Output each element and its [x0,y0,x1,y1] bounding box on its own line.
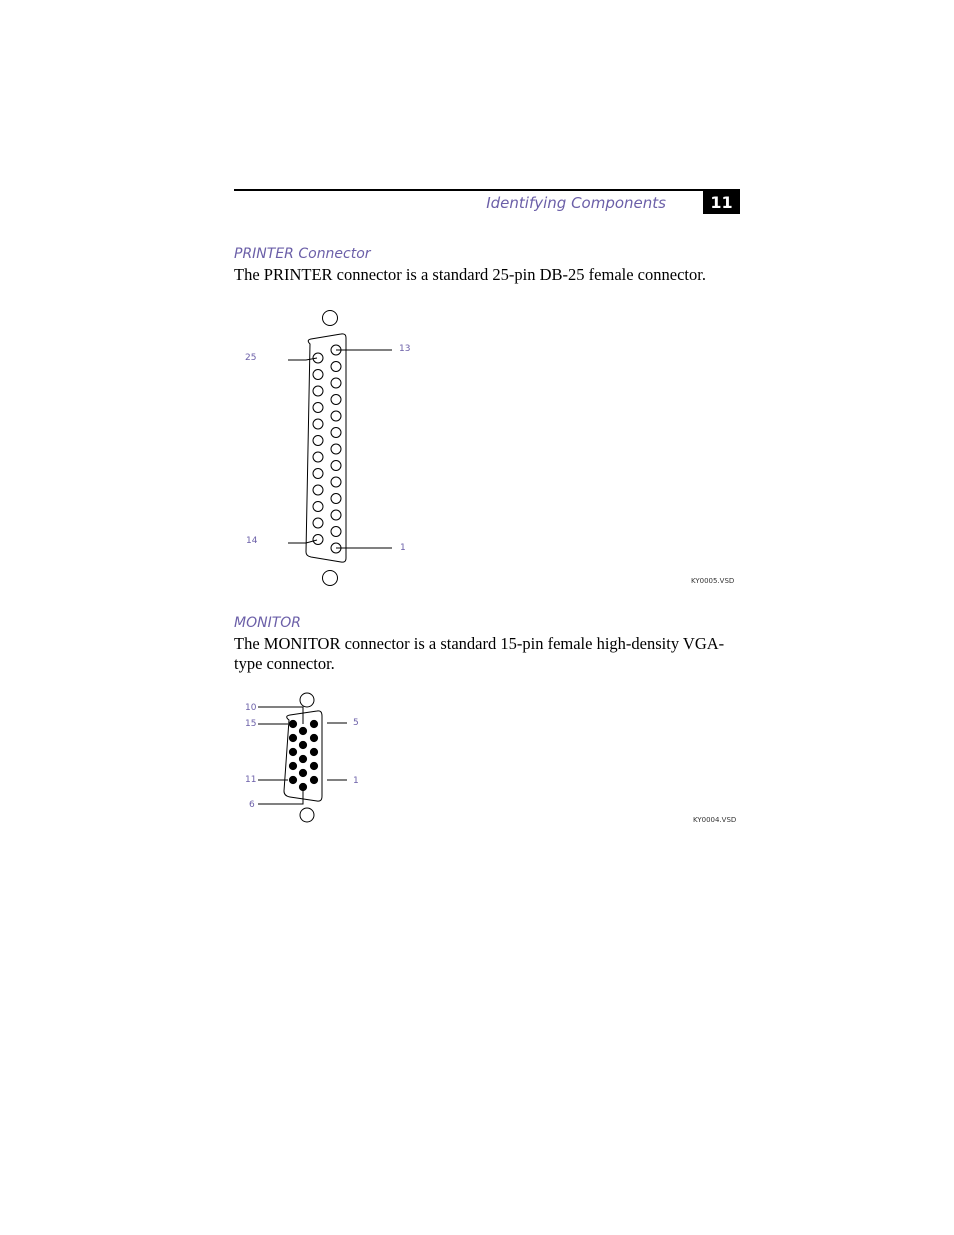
vga-pin [299,769,306,776]
label-pin14: 14 [246,536,258,546]
monitor-description: The MONITOR connector is a standard 15-pin female high-density VGA-type connector. [234,634,725,673]
vga-pin [310,748,317,755]
mounting-hole-bottom [300,808,314,822]
vga-pin [289,776,296,783]
db25-pin [331,362,341,372]
vga-pin [289,720,296,727]
label-pin6: 6 [249,800,255,810]
vga-pin-array [289,720,317,790]
label-pin11: 11 [245,775,257,785]
db25-pin [331,378,341,388]
running-head: Identifying Components [486,194,666,212]
figure-ref-printer: KY0005.VSD [691,577,735,585]
vga-pin [299,783,306,790]
vga-pin [299,755,306,762]
figure-ref-monitor: KY0004.VSD [693,816,737,824]
vga-pin [289,748,296,755]
printer-heading: PRINTER Connector [234,246,371,262]
db25-pin [313,485,323,495]
db25-pin [313,452,323,462]
mounting-hole-bottom [323,571,338,586]
vga-pin [310,762,317,769]
vga-pin [310,776,317,783]
db25-pin [331,395,341,405]
vga-pin [299,741,306,748]
db25-pin [331,411,341,421]
db25-pin [331,494,341,504]
label-pin1: 1 [400,543,406,553]
label-pin10: 10 [245,703,257,713]
db25-pin [313,419,323,429]
db25-pin [331,477,341,487]
printer-description: The PRINTER connector is a standard 25-pin DB-25 female connector. [234,265,706,284]
db25-pin [331,461,341,471]
mounting-hole-top [300,693,314,707]
db25-pin-array [313,345,341,553]
label-pin13: 13 [399,344,411,354]
vga-pin [310,720,317,727]
vga-pin [299,727,306,734]
leader-pin25 [288,358,317,360]
db25-pin [313,403,323,413]
vga-connector-diagram [245,693,736,824]
db25-pin [331,527,341,537]
label-pin25: 25 [245,353,257,363]
db25-pin [313,535,323,545]
leader-pin10 [258,707,303,724]
db25-pin [313,436,323,446]
vga-pin [289,762,296,769]
page-number: 11 [703,191,740,214]
db25-connector-diagram [245,311,734,586]
monitor-heading: MONITOR [234,615,301,631]
mounting-hole-top [323,311,338,326]
label-pin5: 5 [353,718,359,728]
db25-pin [313,386,323,396]
vga-pin [289,734,296,741]
db25-pin [331,428,341,438]
db25-pin [313,518,323,528]
label-pin15: 15 [245,719,257,729]
label-pin1: 1 [353,776,359,786]
leader-pin6 [258,790,303,804]
db25-pin [313,469,323,479]
db25-pin [331,510,341,520]
db25-pin [313,370,323,380]
vga-pin [310,734,317,741]
db25-pin [313,502,323,512]
db25-pin [331,444,341,454]
